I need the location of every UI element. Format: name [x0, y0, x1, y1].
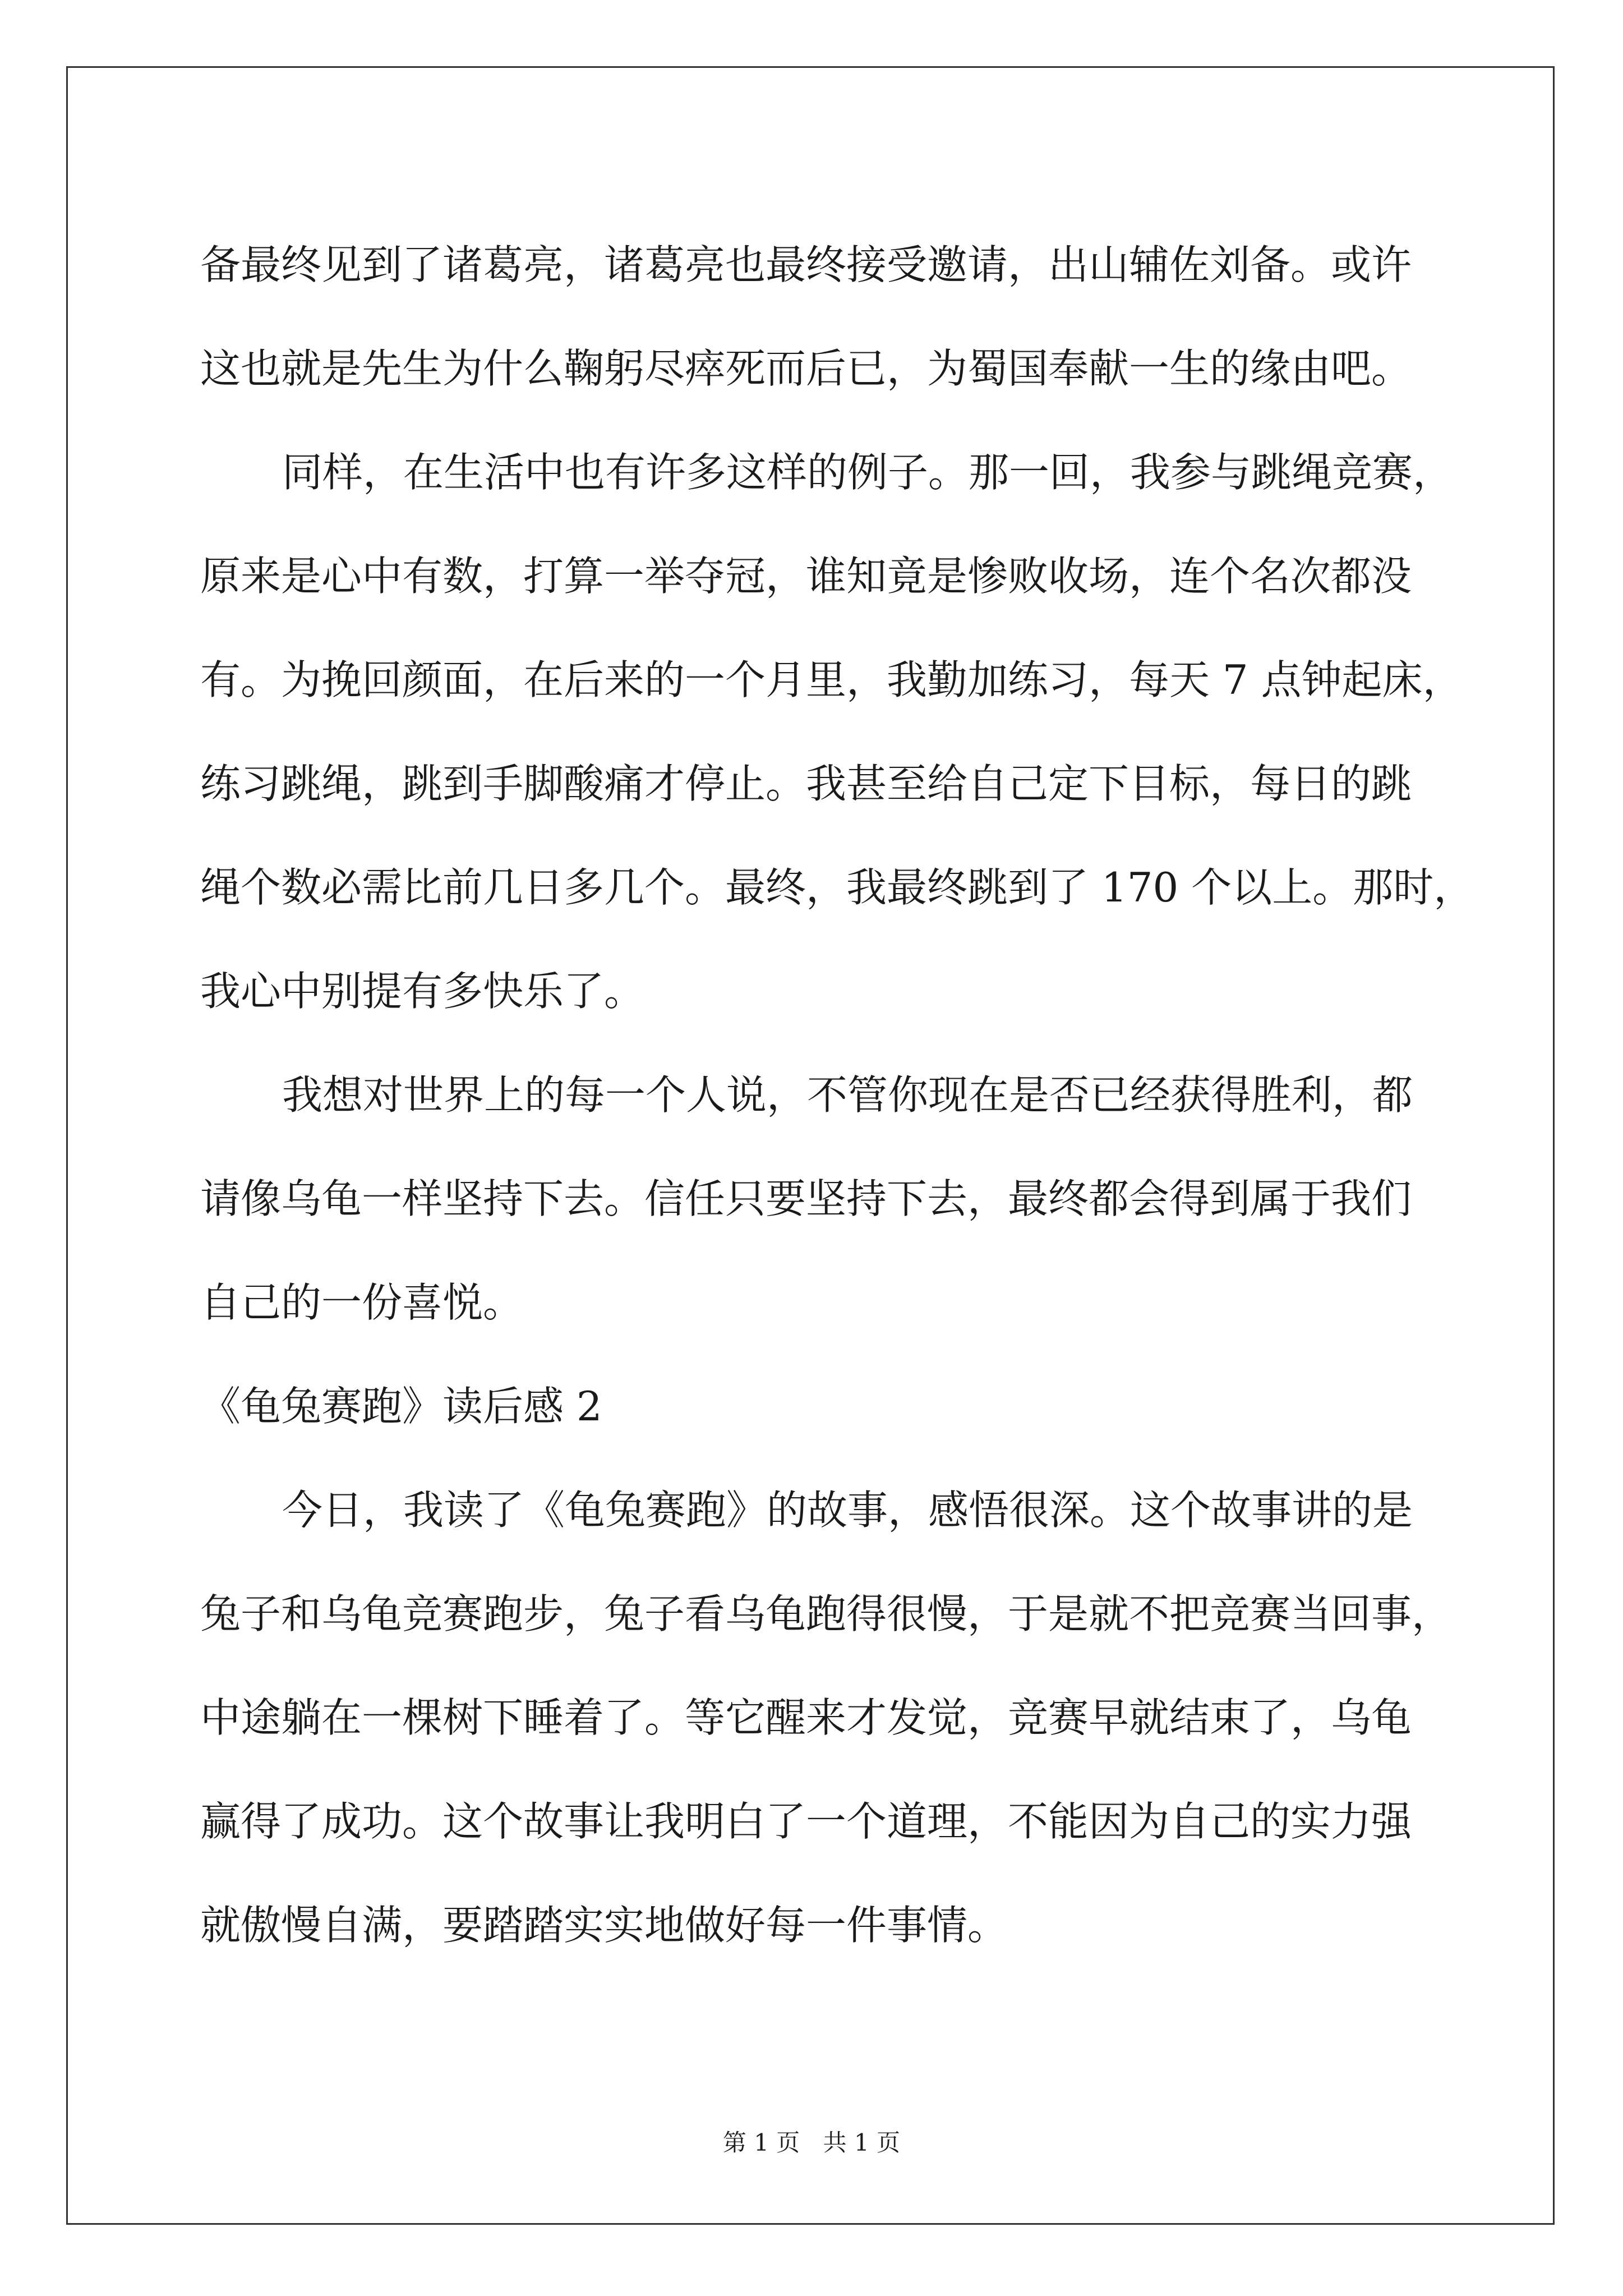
text-line: 赢得了成功。这个故事让我明白了一个道理，不能因为自己的实力强 — [200, 1798, 1412, 1845]
text-line: 中途躺在一棵树下睡着了。等它醒来才发觉，竞赛早就结束了，乌龟 — [200, 1694, 1412, 1741]
text-line: 备最终见到了诸葛亮，诸葛亮也最终接受邀请，出山辅佐刘备。或许 — [200, 241, 1412, 288]
text-line: 绳个数必需比前几日多几个。最终，我最终跳到了 170 个以上。那时， — [200, 864, 1474, 911]
page-footer — [0, 2126, 1623, 2160]
paragraph-start: 同样，在生活中也有许多这样的例子。那一回，我参与跳绳竞赛， — [282, 449, 1454, 496]
text-line: 兔子和乌龟竞赛跑步，兔子看乌龟跑得很慢，于是就不把竞赛当回事， — [200, 1590, 1453, 1637]
text-line: 就傲慢自满，要踏踏实实地做好每一件事情。 — [200, 1902, 1008, 1949]
text-line: 这也就是先生为什么鞠躬尽瘁死而后已，为蜀国奉献一生的缘由吧。 — [200, 345, 1412, 392]
text-line: 我心中别提有多快乐了。 — [200, 968, 645, 1015]
paragraph-start: 今日，我读了《龟兔赛跑》的故事，感悟很深。这个故事讲的是 — [282, 1487, 1413, 1534]
text-line: 有。为挽回颜面，在后来的一个月里，我勤加练习，每天 7 点钟起床， — [200, 656, 1463, 703]
text-line: 自己的一份喜悦。 — [200, 1279, 524, 1326]
text-line: 请像乌龟一样坚持下去。信任只要坚持下去，最终都会得到属于我们 — [200, 1175, 1412, 1222]
paragraph-start: 我想对世界上的每一个人说，不管你现在是否已经获得胜利，都 — [282, 1071, 1413, 1119]
page-number-current: 第 1 页 — [722, 2129, 800, 2156]
document-body — [200, 213, 1474, 1977]
text-line: 练习跳绳，跳到手脚酸痛才停止。我甚至给自己定下目标，每日的跳 — [200, 760, 1412, 807]
text-line: 原来是心中有数，打算一举夺冠，谁知竟是惨败收场，连个名次都没 — [200, 553, 1412, 600]
section-heading: 《龟兔赛跑》读后感 2 — [200, 1383, 602, 1430]
page-number-total: 共 1 页 — [823, 2129, 901, 2156]
